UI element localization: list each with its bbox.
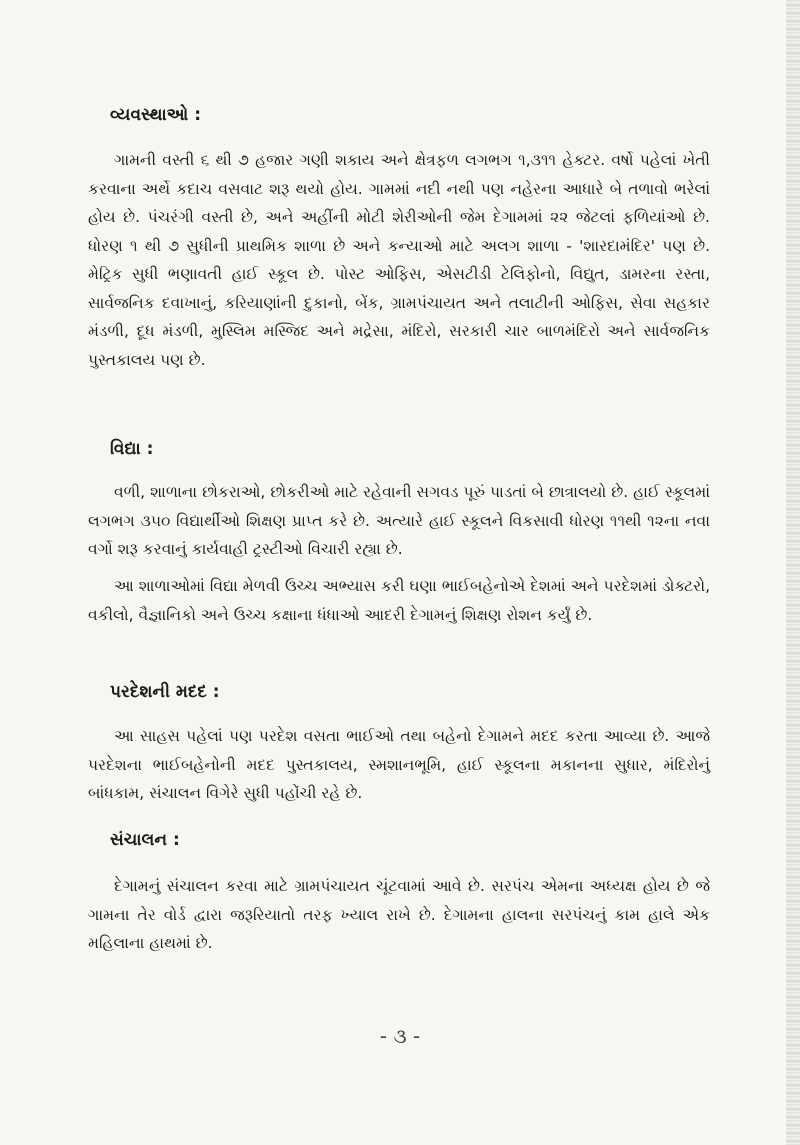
section-heading-foreign-help: પરદેશની મદદ : — [110, 682, 220, 702]
paragraph-administration: દેગામનું સંચાલન કરવા માટે ગ્રામપંચાયત ચૂંટવામાં આવે છે. સરપંચ એમના અધ્યક્ષ હોય છે જે ગામના તેર વોર્ડ દ્વારા જરૂરિયાતો તરફ ખ્યાલ રાખે છે. દેગામના હાલના સરપંચનું કામ હાલે એક મહિલાના હાથમાં છે. — [88, 877, 710, 952]
paragraph-arrangements: ગામની વસ્તી ૬ થી ૭ હજાર ગણી શકાય અને ક્ષેત્રફળ લગભગ ૧,૩૧૧ હેક્ટર. વર્ષો પહેલાં ખેતી કરવાના અર્થે કદાચ વસવાટ શરૂ થયો હોય. ગામમાં નદી નથી પણ નહેરના આધારે બે તળાવો ભરેલાં હોય છે. પંચરંગી વસ્તી છે, અને અહીંની મોટી શેરીઓની જેમ દેગામમાં ૨૨ જેટલાં ફળિયાંઓ છે. ધોરણ ૧ થી ૭ સુધીની પ્રાથમિક શાળા છે અને કન્યાઓ માટે અલગ શાળા - 'શારદામંદિર' પણ છે. મેટ્રિક સુધી ભણાવતી હાઈ સ્કૂલ છે. પોસ્ટ ઓફિસ, એસટીડી ટેલિફોનો, વિદ્યુત, ડામરના રસ્તા, સાર્વજનિક દવાખાનું, કરિયાણાંની દુકાનો, બેંક, ગ્રામપંચાયત અને તલાટીની ઓફિસ, સેવા સહકાર મંડળી, દૂધ મંડળી, મુસ્લિમ મસ્જિદ અને મદ્રેસા, મંદિરો, સરકારી ચાર બાળમંદિરો અને સાર્વજનિક પુસ્તકાલય પણ છે. — [88, 151, 710, 369]
page-number: - ૩ - — [379, 1024, 421, 1048]
paragraph-foreign-help: આ સાહસ પહેલાં પણ પરદેશ વસતા ભાઈઓ તથા બહેનો દેગામને મદદ કરતા આવ્યા છે. આજે પરદેશના ભાઈબહેનોની મદદ પુસ્તકાલય, સ્મશાનભૂમિ, હાઈ સ્કૂલના મકાનના સુધાર, મંદિરોનું બાંધકામ, સંચાલન વિગેરે સુધી પહોંચી રહે છે. — [88, 727, 710, 802]
scan-edge-shadow — [786, 0, 800, 1145]
section-heading-education: વિદ્યા : — [110, 439, 154, 459]
section-heading-arrangements: વ્યવસ્થાઓ : — [110, 105, 202, 125]
section-heading-administration: સંચાલન : — [110, 830, 180, 850]
paragraph-education-alumni: આ શાળાઓમાં વિદ્યા મેળવી ઉચ્ચ અભ્યાસ કરી ઘણા ભાઈબહેનોએ દેશમાં અને પરદેશમાં ડોક્ટરો, વકીલો, વૈજ્ઞાનિકો અને ઉચ્ચ કક્ષાના ધંધાઓ આદરી દેગામનું શિક્ષણ રોશન કર્યું છે. — [88, 577, 710, 624]
paragraph-education-hostels: વળી, શાળાના છોકરાઓ, છોકરીઓ માટે રહેવાની સગવડ પૂરું પાડતાં બે છાત્રાલયો છે. હાઈ સ્કૂલમાં લગભગ ૩૫૦ વિદ્યાર્થીઓ શિક્ષણ પ્રાપ્ત કરે છે. અત્યારે હાઈ સ્કૂલને વિકસાવી ધોરણ ૧૧થી ૧૨ના નવા વર્ગો શરૂ કરવાનું કાર્યવાહી ટ્રસ્ટીઓ વિચારી રહ્યા છે. — [88, 483, 710, 558]
